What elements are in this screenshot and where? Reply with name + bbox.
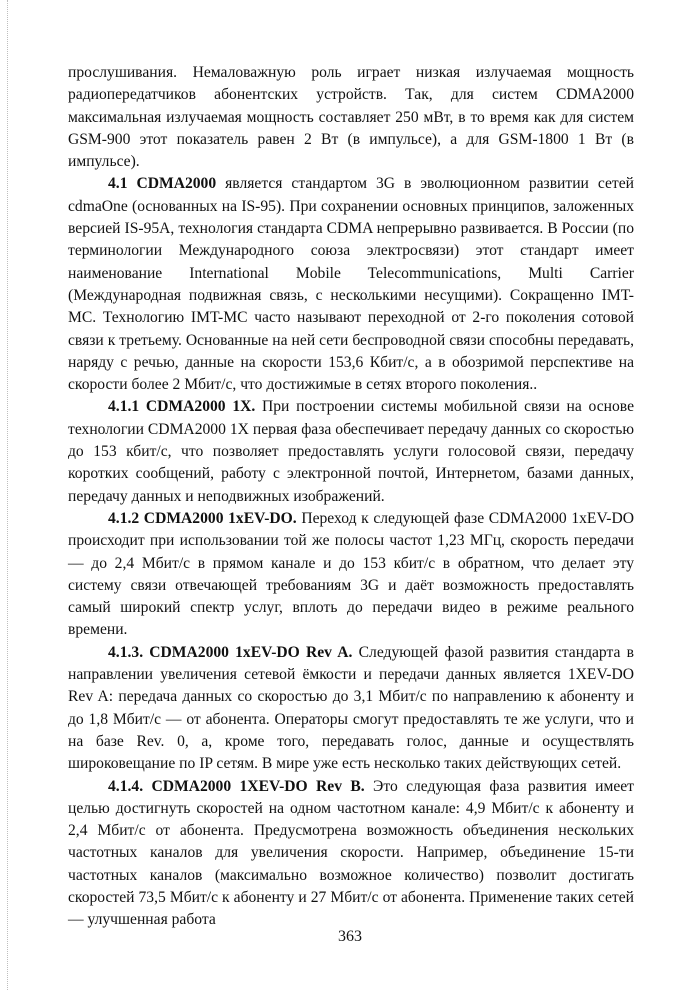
- paragraph-text: Переход к следующей фазе CDMA2000 1xEV-DO происходит при использовании той же полосы частот 1,23 МГц, скорость передачи — до 2,4 Мбит/с в прямом канале и до 153 кбит/с в обратном, что делает эту систему связи отвечающей требованиям 3G и даёт возможность предоставлять самый широкий спектр услуг, вплоть до передачи видео в режиме реального времени.: [68, 509, 634, 639]
- paragraph-cdma2000: [68, 173, 634, 396]
- section-heading-4-1: 4.1 CDMA2000: [108, 175, 217, 193]
- body-text: [68, 62, 634, 932]
- paragraph-text: является стандартом 3G в эволюционном развитии сетей cdmaOne (основанных на IS-95). При сохранении основных принципов, заложенных версией IS-95A, технология стандарта CDMA непрерывно развивается. В России (по терминологии Международного союза электросвязи) этот стандарт имеет наименование International Mobile Telecommunications, Multi Carrier (Международная подвижная связь, с несколькими несущими). Сокращенно IMT-MC. Технологию IMT-MC часто называют переходной от 2-го поколения сотовой связи к третьему. Основанные на ней сети беспроводной связи способны передавать, наряду с речью, данные на скорости 153,6 Кбит/с, а в обозримой перспективе на скорости более 2 Мбит/с, что достижимые в сетях второго поколения..: [68, 175, 634, 394]
- section-heading-4-1-1: 4.1.1 CDMA2000 1X.: [108, 398, 256, 416]
- section-heading-4-1-4: 4.1.4. CDMA2000 1XEV-DO Rev B.: [108, 777, 365, 795]
- section-heading-4-1-3: 4.1.3. CDMA2000 1xEV-DO Rev A.: [108, 643, 353, 661]
- paragraph-text: прослушивания. Немаловажную роль играет низкая излучаемая мощность радиопередатчиков абонентских устройств. Так, для систем CDMA2000 максимальная излучаемая мощность составляет 250 мВт, в то время как для систем GSM-900 этот показатель равен 2 Вт (в импульсе), а для GSM-1800 1 Вт (в импульсе).: [68, 64, 634, 171]
- paragraph-text: При построении системы мобильной связи на основе технологии CDMA2000 1X первая фаза обеспечивает передачу данных со скоростью до 153 кбит/с, что позволяет предоставлять услуги голосовой связи, передачу коротких сообщений, работу с электронной почтой, Интернетом, базами данных, передачу данных и неподвижных изображений.: [68, 398, 634, 505]
- paragraph-cdma2000-rev-a: [68, 642, 634, 776]
- section-heading-4-1-2: 4.1.2 CDMA2000 1xEV-DO.: [108, 509, 297, 527]
- paragraph-text: Это следующая фаза развития имеет целью достигнуть скоростей на одном частотном канале: 4,9 Мбит/с к абоненту и 2,4 Мбит/с от абонента. Предусмотрена возможность объединения нескольких частотных каналов для увеличения скорости. Например, объединение 15-ти частотных каналов (максимально возможное количество) позволит достигать скоростей 73,5 Мбит/с к абоненту и 27 Мбит/с от абонента. Применение таких сетей — улучшенная работа: [68, 777, 634, 929]
- paragraph-cdma2000-1xev-do: [68, 508, 634, 642]
- paragraph-continuation: [68, 62, 634, 173]
- paragraph-cdma2000-rev-b: [68, 776, 634, 932]
- paragraph-cdma2000-1x: [68, 396, 634, 507]
- page-number: 363: [338, 928, 362, 945]
- paragraph-text: Следующей фазой развития стандарта в направлении увеличения сетевой ёмкости и передачи данных является 1XEV-DO Rev A: передача данных со скоростью до 3,1 Мбит/с по направлению к абоненту и до 1,8 Мбит/с — от абонента. Операторы смогут предоставлять те же услуги, что и на базе Rev. 0, а, кроме того, передавать голос, данные и осуществлять широковещание по IP сетям. В мире уже есть несколько таких действующих сетей.: [68, 643, 634, 773]
- page-edge-divider: [7, 0, 8, 990]
